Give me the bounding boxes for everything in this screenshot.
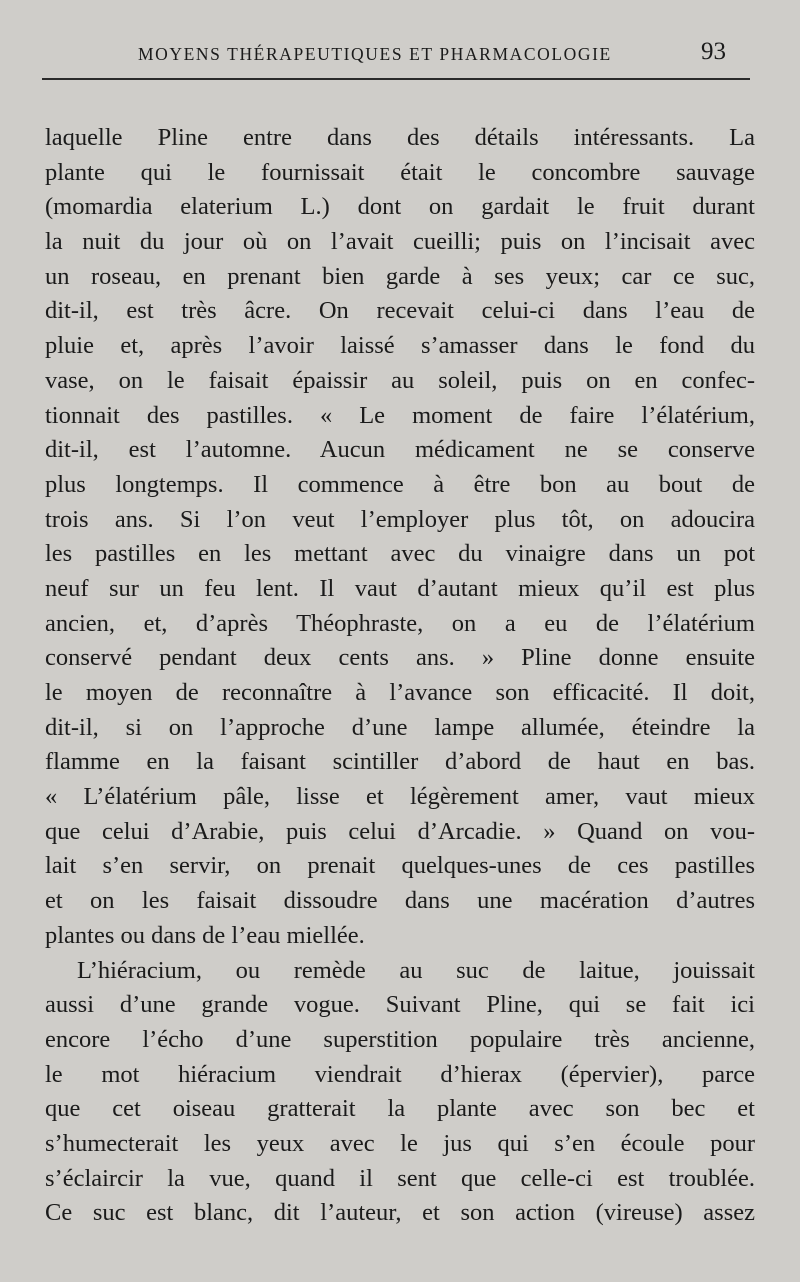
page-header: [42, 36, 750, 74]
page-number: 93: [701, 38, 726, 65]
text-line: vase, on le faisait épaissir au soleil, puis on en confec-: [45, 366, 755, 394]
text-line: que cet oiseau gratterait la plante avec son bec et: [45, 1095, 755, 1123]
text-line: plante qui le fournissait était le concombre sauvage: [45, 158, 755, 186]
text-line: encore l’écho d’une superstition populaire très ancienne,: [45, 1025, 755, 1053]
text-line: (momardia elaterium L.) dont on gardait le fruit durant: [45, 193, 755, 221]
text-line: Ce suc est blanc, dit l’auteur, et son action (vireuse) assez: [45, 1199, 755, 1227]
text-line: plus longtemps. Il commence à être bon au bout de: [45, 470, 755, 498]
text-line: la nuit du jour où on l’avait cueilli; puis on l’incisait avec: [45, 228, 755, 256]
text-line: lait s’en servir, on prenait quelques-unes de ces pastilles: [45, 852, 755, 880]
text-line: ancien, et, d’après Théophraste, on a eu de l’élatérium: [45, 609, 755, 637]
text-line: pluie et, après l’avoir laissé s’amasser dans le fond du: [45, 332, 755, 360]
text-line: le mot hiéracium viendrait d’hierax (épervier), parce: [45, 1060, 755, 1088]
text-line: dit-il, si on l’approche d’une lampe allumée, éteindre la: [45, 713, 755, 741]
text-line: s’éclaircir la vue, quand il sent que celle-ci est troublée.: [45, 1164, 755, 1192]
text-line: le moyen de reconnaître à l’avance son efficacité. Il doit,: [45, 679, 755, 706]
text-line: tionnait des pastilles. « Le moment de faire l’élatérium,: [45, 401, 755, 429]
text-line: s’humecterait les yeux avec le jus qui s’en écoule pour: [45, 1129, 755, 1157]
body-text: [45, 121, 755, 1231]
text-line: conservé pendant deux cents ans. » Pline donne ensuite: [45, 644, 755, 672]
running-head: MOYENS THÉRAPEUTIQUES ET PHARMACOLOGIE: [138, 44, 612, 64]
text-line: L’hiéracium, ou remède au suc de laitue, jouissait: [77, 956, 755, 984]
text-line: dit-il, est très âcre. On recevait celui-ci dans l’eau de: [45, 297, 755, 325]
text-line: un roseau, en prenant bien garde à ses yeux; car ce suc,: [45, 262, 755, 290]
text-line: laquelle Pline entre dans des détails intéressants. La: [45, 124, 755, 151]
text-line: aussi d’une grande vogue. Suivant Pline, qui se fait ici: [45, 991, 755, 1019]
text-line: « L’élatérium pâle, lisse et légèrement amer, vaut mieux: [45, 783, 755, 811]
text-line: que celui d’Arabie, puis celui d’Arcadie. » Quand on vou-: [45, 817, 755, 845]
header-rule: [42, 78, 750, 80]
text-line: plantes ou dans de l’eau miellée.: [45, 921, 365, 949]
text-line: neuf sur un feu lent. Il vaut d’autant mieux qu’il est plus: [45, 574, 755, 602]
text-line: dit-il, est l’automne. Aucun médicament ne se conserve: [45, 436, 755, 464]
text-line: et on les faisait dissoudre dans une macération d’autres: [45, 887, 755, 915]
text-line: flamme en la faisant scintiller d’abord de haut en bas.: [45, 748, 755, 776]
text-line: les pastilles en les mettant avec du vinaigre dans un pot: [45, 540, 755, 568]
text-line: trois ans. Si l’on veut l’employer plus tôt, on adoucira: [45, 505, 755, 533]
